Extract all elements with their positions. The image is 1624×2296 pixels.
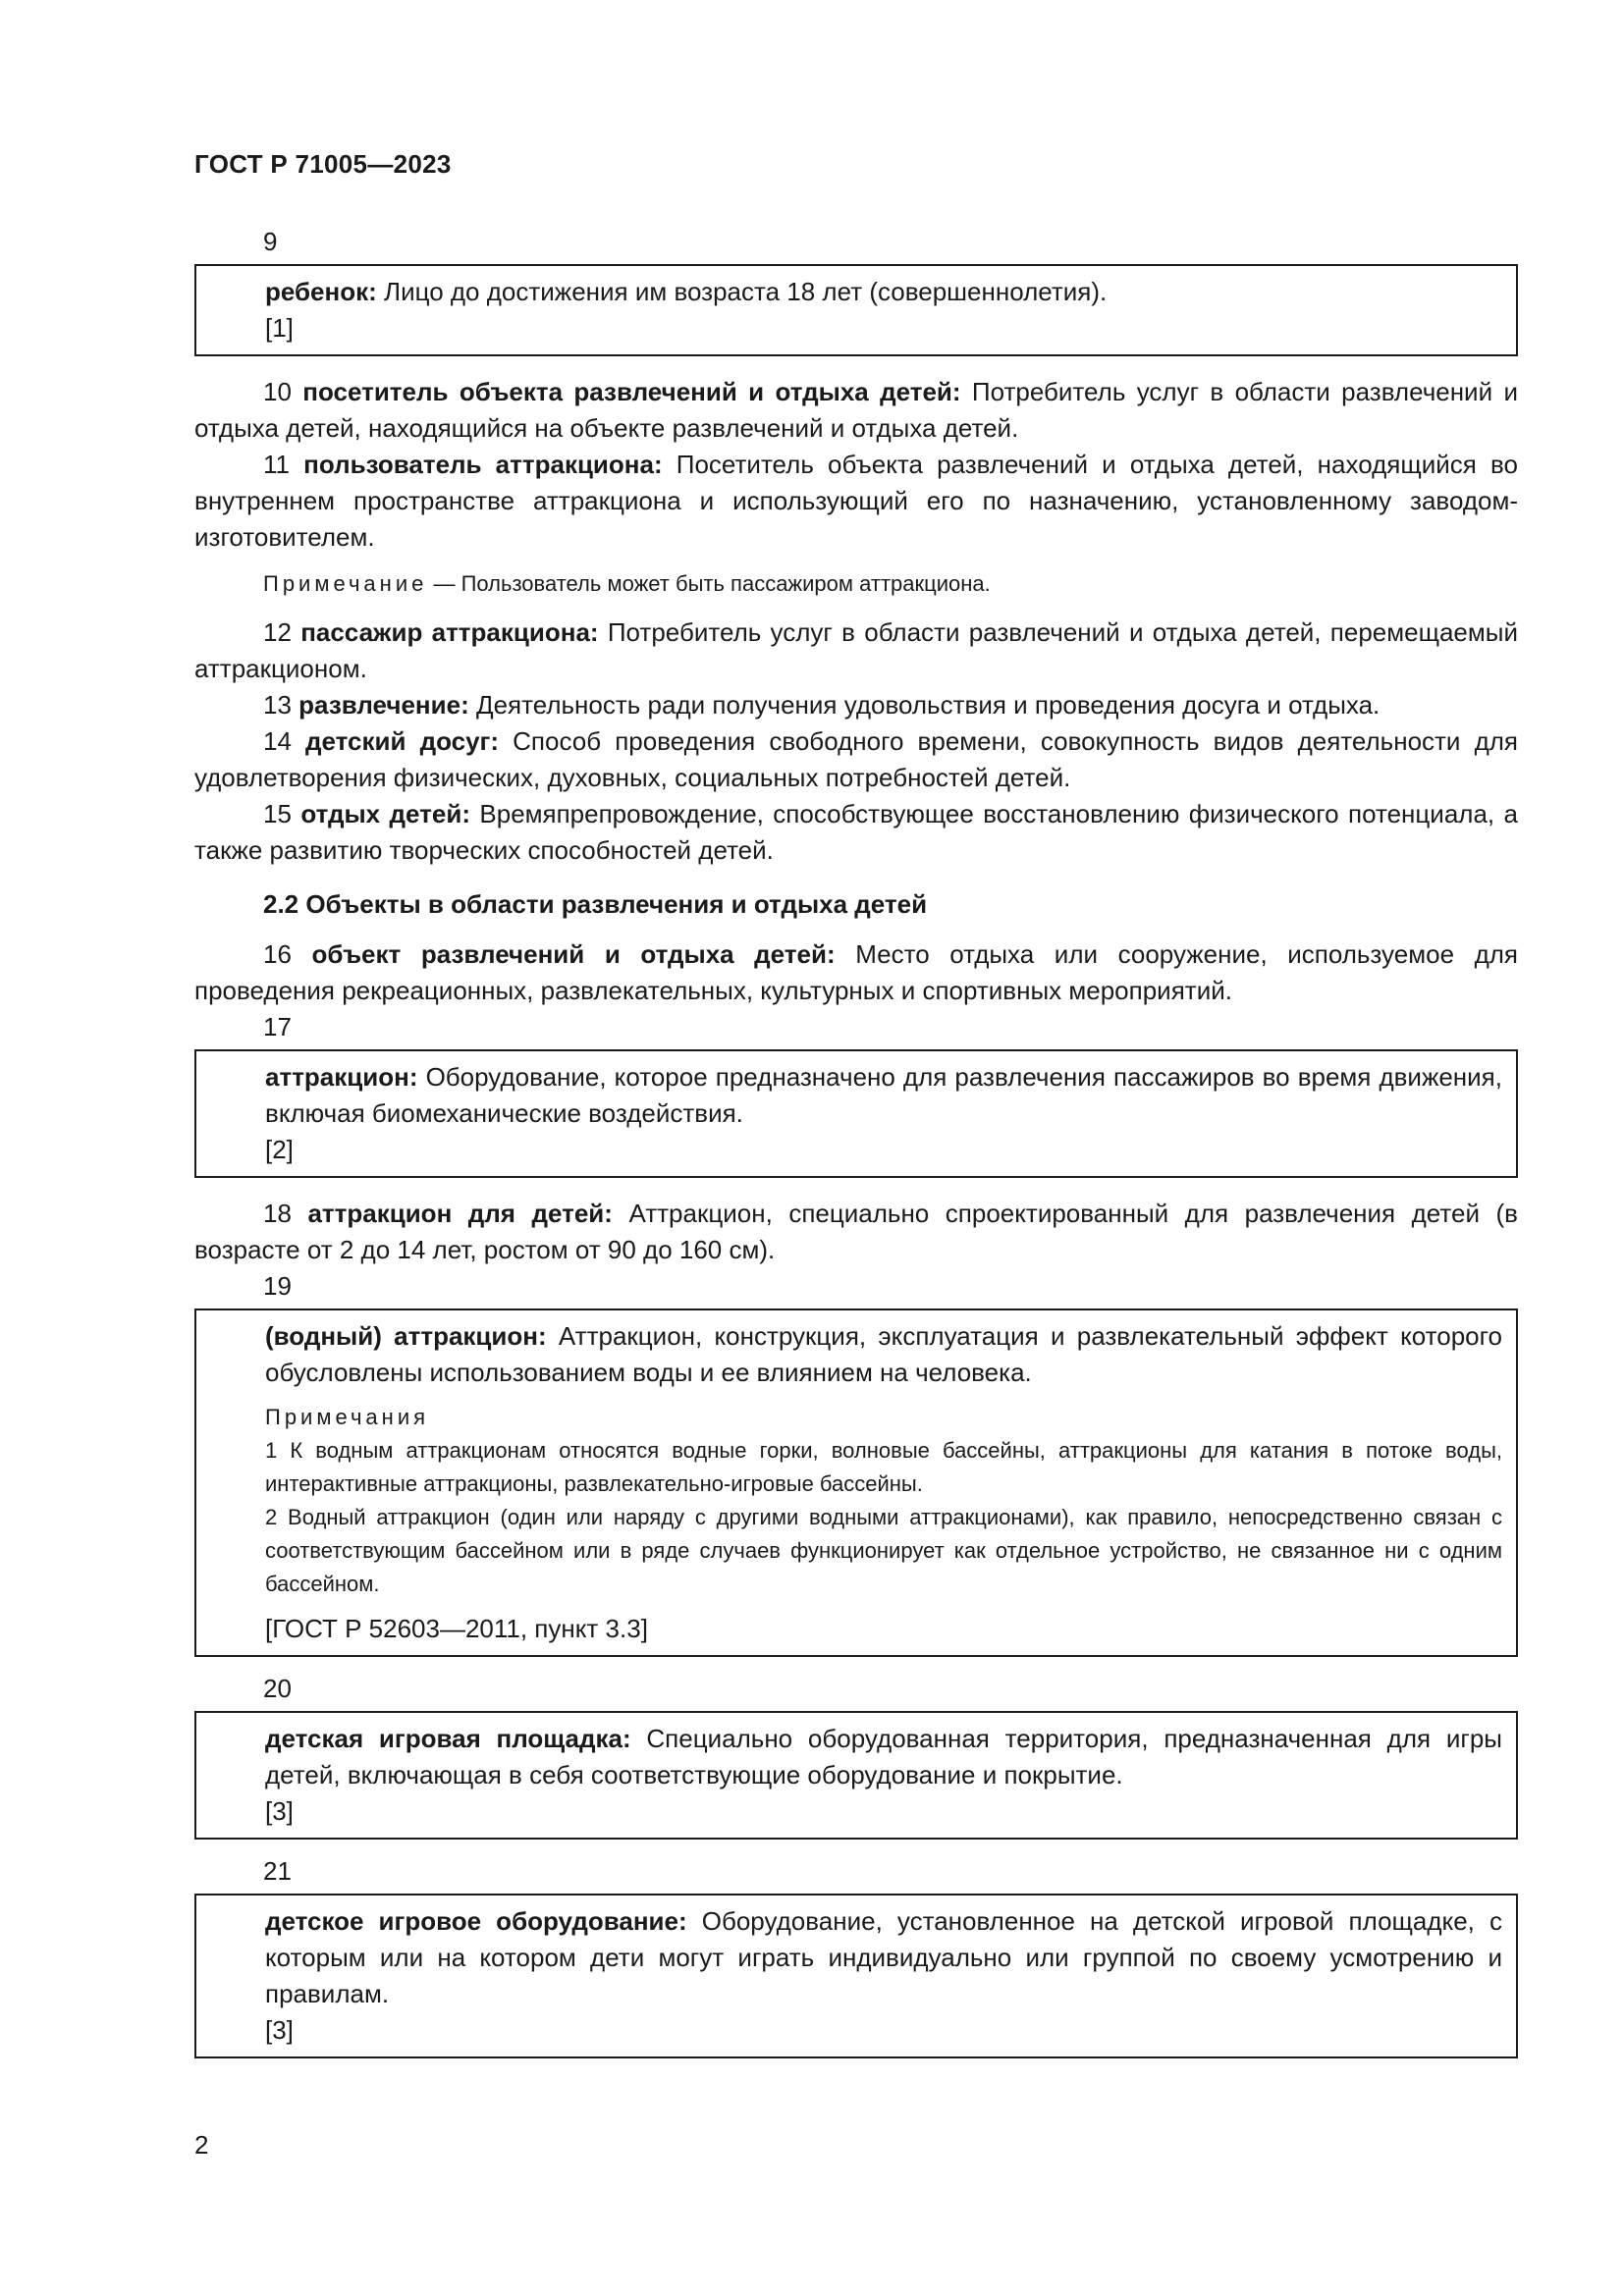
term-number: 15: [263, 799, 292, 828]
term-number: 12: [263, 617, 292, 647]
term-number: 18: [263, 1199, 292, 1228]
term-definition: Оборудование, которое предназначено для развлечения пассажиров во время движения, включая биомеханические воздействия.: [265, 1062, 1502, 1128]
term-definition: Оборудование, установленное на детской игровой площадке, с которым или на котором дети могут играть индивидуально или группой по своему усмотрению и правилам.: [265, 1906, 1502, 2008]
term-number: 10: [263, 377, 292, 406]
section-heading: 2.2 Объекты в области развлечения и отдыха детей: [263, 889, 928, 919]
term-number: 13: [263, 690, 292, 720]
term-box: [194, 1049, 1518, 1178]
term-entry: [265, 1318, 1502, 1391]
term-name: посетитель объекта развлечений и отдыха детей:: [302, 377, 961, 406]
term-name: отдых детей:: [300, 799, 470, 828]
term-source: [3]: [265, 1796, 294, 1826]
term-name: детская игровая площадка:: [265, 1724, 631, 1753]
term-note: [194, 567, 1518, 601]
term-entry: [194, 374, 1518, 447]
term-definition: Посетитель объекта развлечений и отдыха детей, находящийся во внутреннем пространстве аттракциона и использующий его по назначению, установленному заводом-изготовителем.: [194, 450, 1518, 552]
term-name: пользователь аттракциона:: [303, 450, 663, 479]
document-header: ГОСТ Р 71005—2023: [194, 149, 452, 179]
term-entry: [194, 687, 1518, 723]
term-entry: [265, 1721, 1502, 1793]
term-entry: [265, 1059, 1502, 1132]
term-source: [3]: [265, 2015, 294, 2045]
document-body: [194, 224, 1518, 2058]
page-number: 2: [194, 2130, 209, 2160]
term-definition: Аттракцион, конструкция, эксплуатация и развлекательный эффект которого обусловлены использованием воды и ее влиянием на человека.: [265, 1321, 1502, 1387]
term-definition: Времяпрепровождение, способствующее восстановлению физического потенциала, а также развитию творческих способностей детей.: [194, 799, 1518, 865]
term-name: аттракцион для детей:: [307, 1199, 613, 1228]
note-text: — Пользователь может быть пассажиром аттракциона.: [433, 571, 991, 596]
term-entry: [194, 723, 1518, 796]
term-number: 20: [263, 1674, 292, 1703]
term-definition: Деятельность ради получения удовольствия и проведения досуга и отдыха.: [475, 690, 1380, 720]
term-box: [194, 1894, 1518, 2058]
note-item: 2 Водный аттракцион (один или наряду с другими водными аттракционами), как правило, непосредственно связан с соответствующим бассейном или в ряде случаев функционирует как отдельное устройство, не связанное ни с одним бассейном.: [265, 1505, 1502, 1596]
term-definition: Аттракцион, специально спроектированный для развлечения детей (в возрасте от 2 до 14 лет, ростом от 90 до 160 см).: [194, 1199, 1518, 1264]
term-name: (водный) аттракцион:: [265, 1321, 547, 1351]
term-number: 21: [263, 1856, 292, 1886]
term-entry: [194, 1196, 1518, 1268]
term-definition: Способ проведения свободного времени, совокупность видов деятельности для удовлетворения физических, духовных, социальных потребностей детей.: [194, 726, 1518, 792]
term-definition: Лицо до достижения им возраста 18 лет (совершеннолетия).: [384, 277, 1108, 306]
term-box: [194, 1308, 1518, 1657]
term-name: объект развлечений и отдыха детей:: [311, 939, 836, 969]
term-number: 11: [263, 450, 290, 479]
term-number: 19: [263, 1271, 292, 1301]
term-name: аттракцион:: [265, 1062, 418, 1092]
term-definition: Место отдыха или сооружение, используемое для проведения рекреационных, развлекательных, культурных и спортивных мероприятий.: [194, 939, 1519, 1005]
term-entry: [194, 447, 1518, 556]
term-definition: Потребитель услуг в области развлечений и отдыха детей, находящийся на объекте развлечений и отдыха детей.: [194, 377, 1518, 443]
term-entry: [194, 614, 1518, 687]
term-entry: [194, 796, 1518, 869]
term-notes: [265, 1401, 1502, 1601]
term-source: [2]: [265, 1135, 294, 1164]
notes-label: [265, 1401, 1502, 1434]
term-number: 17: [263, 1012, 292, 1041]
term-definition: Потребитель услуг в области развлечений и отдыха детей, перемещаемый аттракционом.: [194, 617, 1518, 683]
term-source: [1]: [265, 313, 294, 343]
term-number: 16: [263, 939, 292, 969]
term-source: [ГОСТ Р 52603—2011, пункт 3.3]: [265, 1614, 648, 1643]
term-name: пассажир аттракциона:: [300, 617, 599, 647]
term-name: ребенок:: [265, 277, 377, 306]
term-name: детское игровое оборудование:: [265, 1906, 687, 1936]
term-name: детский досуг:: [305, 726, 500, 756]
term-name: развлечение:: [298, 690, 469, 720]
term-number: 14: [263, 726, 292, 756]
term-number: 9: [263, 227, 278, 256]
term-entry: [265, 1903, 1502, 2012]
term-box: [194, 264, 1518, 356]
note-item: 1 К водным аттракционам относятся водные горки, волновые бассейны, аттракционы для катания в потоке воды, интерактивные аттракционы, развлекательно-игровые бассейны.: [265, 1438, 1502, 1496]
notes-label-text: Примечания: [265, 1405, 430, 1429]
term-definition: Специально оборудованная территория, предназначенная для игры детей, включающая в себя соответствующие оборудование и покрытие.: [265, 1724, 1502, 1789]
term-entry: [265, 274, 1502, 310]
term-entry: [194, 936, 1518, 1009]
note-label: Примечание: [263, 571, 428, 596]
term-box: [194, 1711, 1518, 1840]
